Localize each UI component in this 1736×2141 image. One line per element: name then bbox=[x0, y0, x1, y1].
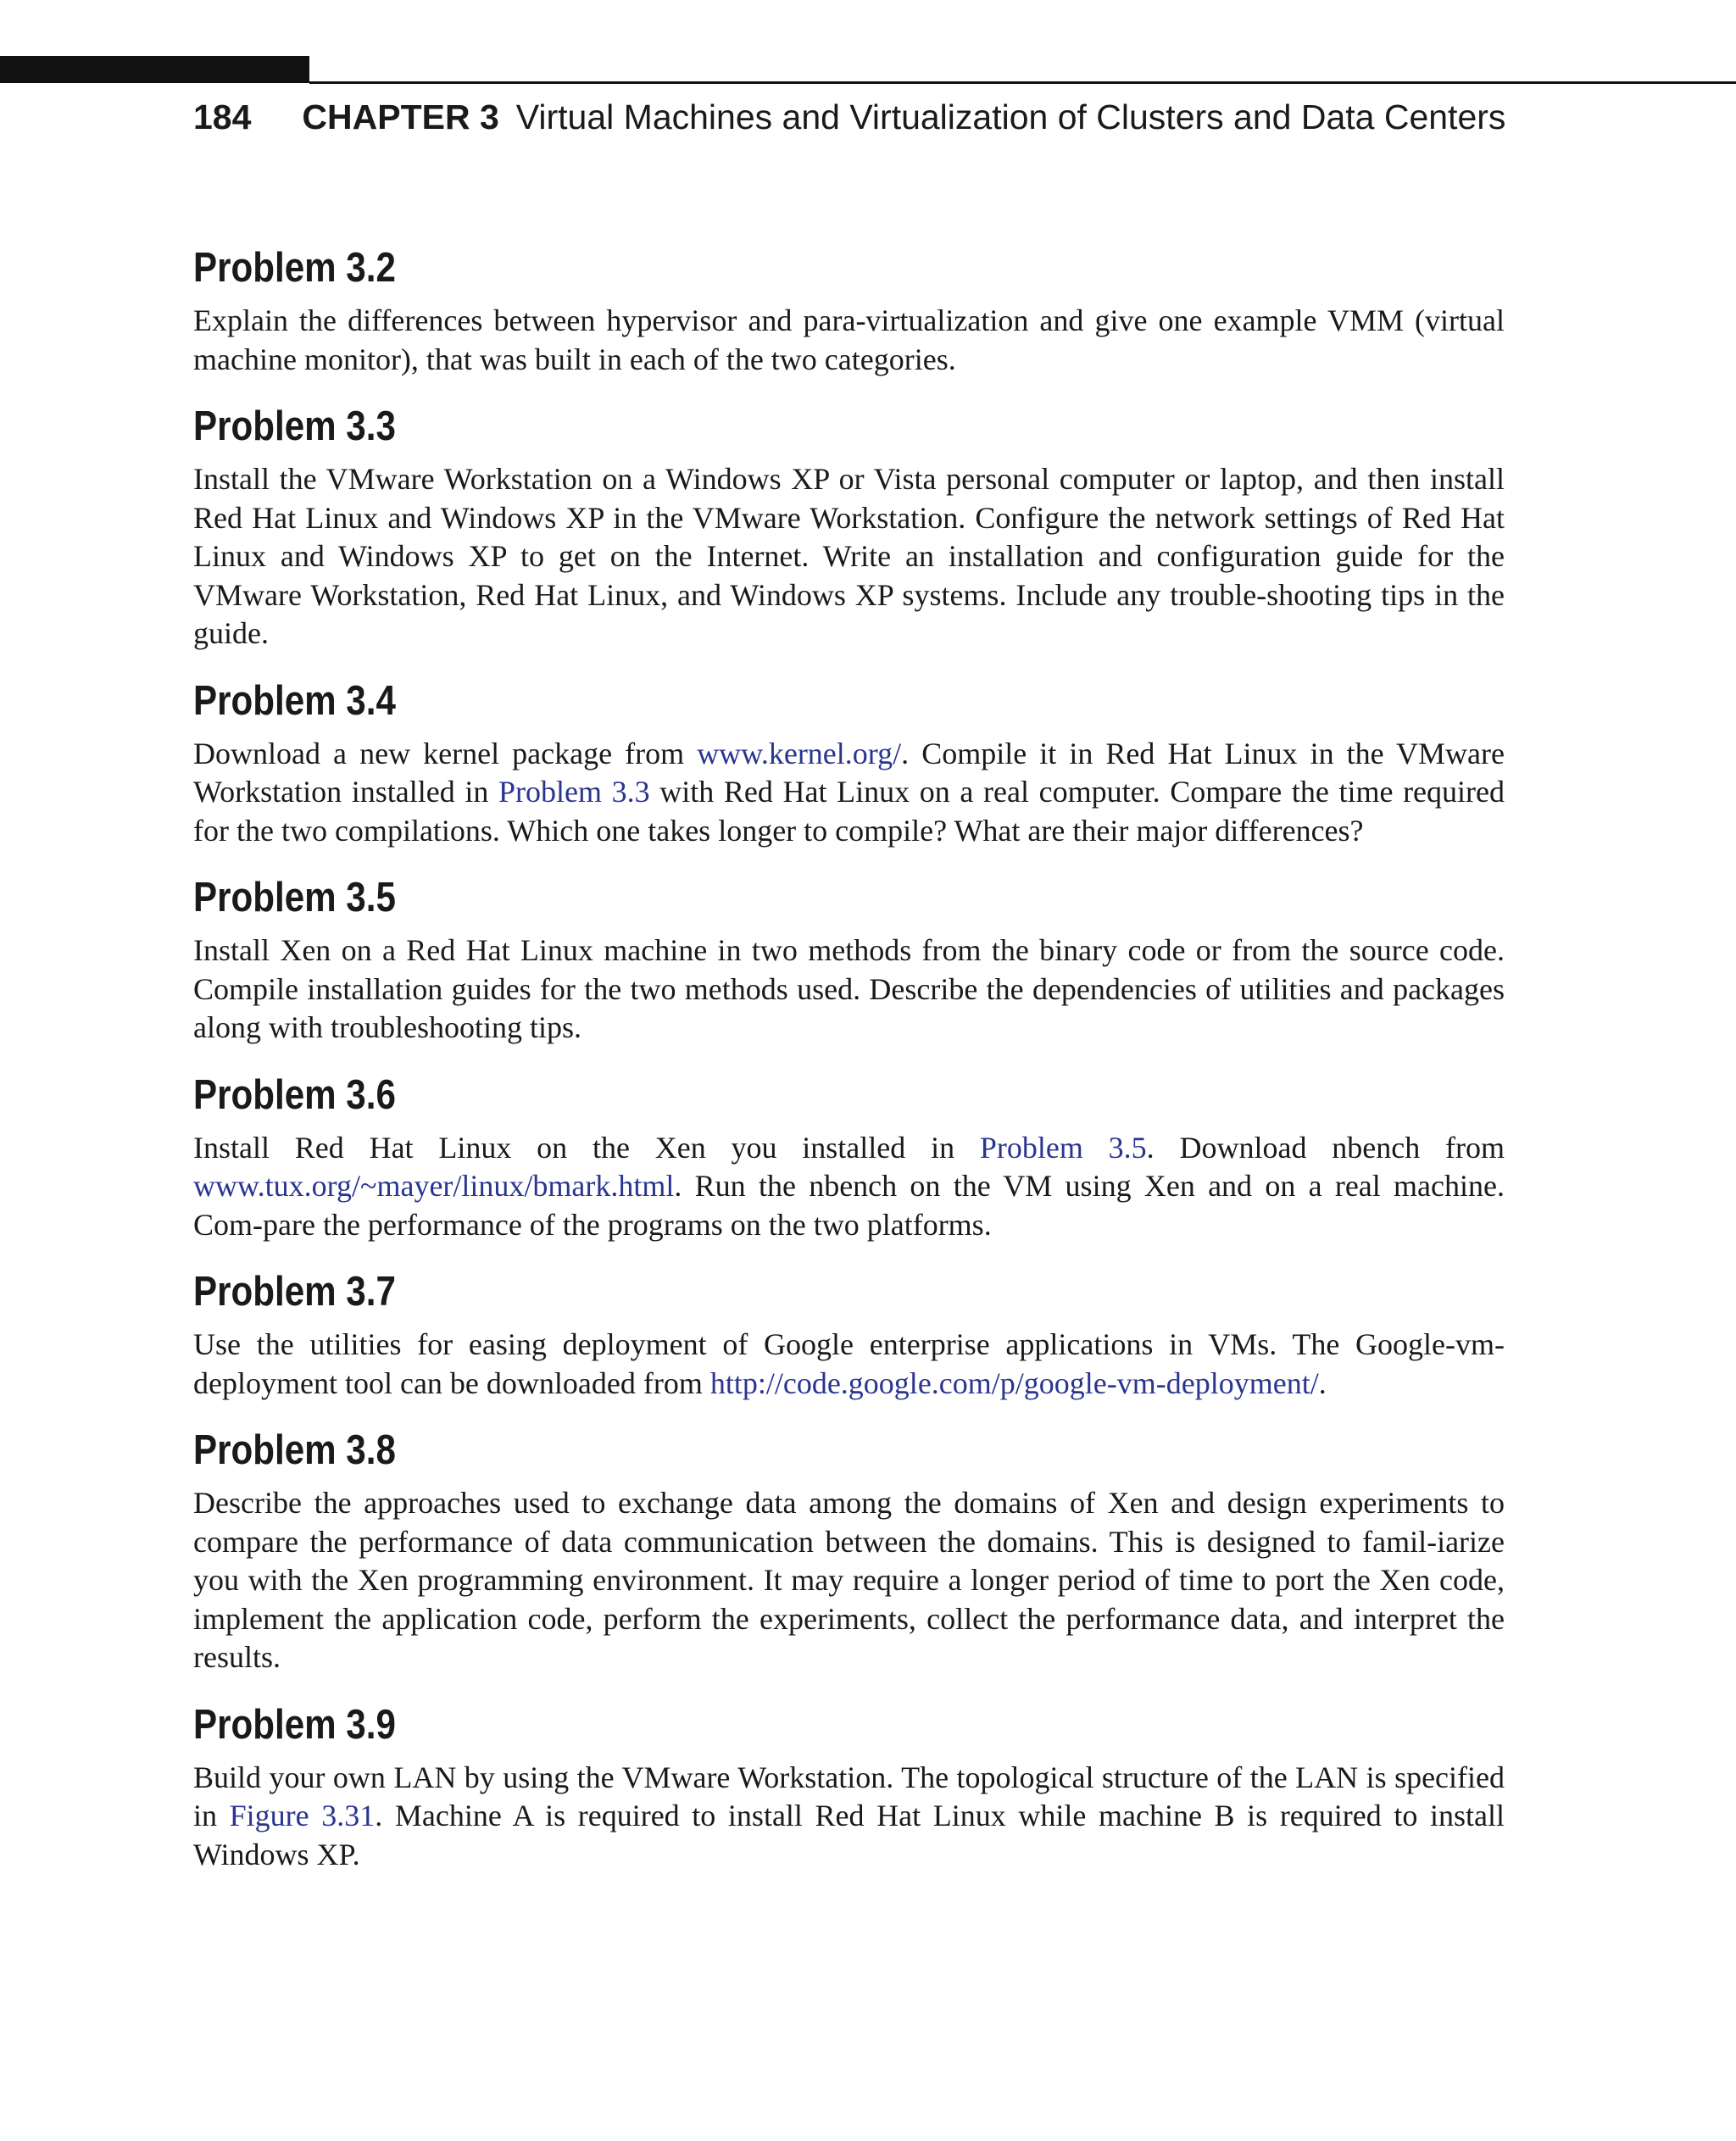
text-run: Install Red Hat Linux on the Xen you installed in bbox=[193, 1130, 980, 1165]
problem-text bbox=[193, 302, 1505, 379]
problem-3-8 bbox=[193, 1425, 1505, 1677]
problem-heading: Problem 3.3 bbox=[193, 403, 396, 449]
problem-heading: Problem 3.9 bbox=[193, 1701, 396, 1748]
problem-heading: Problem 3.5 bbox=[193, 875, 396, 920]
problem-heading: Problem 3.8 bbox=[193, 1427, 396, 1473]
header-black-bar bbox=[0, 56, 309, 83]
text-run: with Red Hat Linux on a real computer. Compare the time required for the two compilations. Which one takes longer to compile? What are their major differences? bbox=[193, 775, 1505, 848]
figure-3-31-link[interactable]: Figure 3.31 bbox=[229, 1799, 376, 1832]
kernel-org-link[interactable]: www.kernel.org/ bbox=[697, 736, 902, 770]
problem-text bbox=[193, 735, 1505, 851]
running-head bbox=[193, 92, 1505, 142]
problem-3-9 bbox=[193, 1699, 1505, 1875]
page-content bbox=[193, 242, 1505, 1896]
text-run: Install the VMware Workstation on a Windows XP or Vista personal computer or laptop, and then install Red Hat Linux and Windows XP in the VMware Workstation. Configure the network settings of Red Hat Linux and Windows XP to get on the Internet. Write an installation and configuration guide for the VMware Workstation, Red Hat Linux, and Windows XP systems. Include any trouble-shooting tips in the guide. bbox=[193, 462, 1505, 650]
text-run: . Machine A is required to install Red Hat Linux while machine B is required to install Windows XP. bbox=[193, 1799, 1505, 1871]
google-vm-deployment-link[interactable]: http://code.google.com/p/google-vm-deployment/ bbox=[709, 1365, 1319, 1400]
problem-text bbox=[193, 460, 1505, 653]
text-run: . bbox=[1318, 1365, 1327, 1400]
chapter-title: Virtual Machines and Virtualization of Clusters and Data Centers bbox=[515, 97, 1506, 136]
problem-heading: Problem 3.7 bbox=[193, 1269, 396, 1315]
problem-3-7 bbox=[193, 1266, 1505, 1403]
text-run: Explain the differences between hypervisor and para-virtualization and give one example VMM (virtual machine monitor), that was built in each of the two categories. bbox=[193, 303, 1505, 376]
problem-3-5 bbox=[193, 872, 1505, 1048]
problem-3-4 bbox=[193, 676, 1505, 851]
problem-text bbox=[193, 1129, 1505, 1245]
text-run: Install Xen on a Red Hat Linux machine in two methods from the binary code or from the source code. Compile installation guides for the two methods used. Describe the dependencies of utilities and packages along with troubleshooting tips. bbox=[193, 933, 1505, 1044]
chapter-label: CHAPTER 3 bbox=[302, 97, 499, 136]
text-run: Download a new kernel package from bbox=[193, 736, 698, 770]
problem-3-3 bbox=[193, 401, 1505, 653]
text-run: Describe the approaches used to exchange data among the domains of Xen and design experiments to compare the performance of data communication between the domains. This is designed to famil-iarize you with the Xen programming environment. It may require a longer period of time to port the Xen code, implement the application code, perform the experiments, collect the performance data, and interpret the results. bbox=[193, 1486, 1505, 1674]
problem-3-6 bbox=[193, 1070, 1505, 1245]
problem-text bbox=[193, 1759, 1505, 1875]
problem-text bbox=[193, 1326, 1505, 1403]
text-run: Build your own LAN by using the VMware Workstation. The topological structure of the LAN is specified in bbox=[193, 1760, 1505, 1832]
problem-heading: Problem 3.6 bbox=[193, 1071, 396, 1118]
problem-text bbox=[193, 931, 1505, 1048]
text-run: . Download nbench from bbox=[1146, 1130, 1505, 1165]
problem-3-3-link[interactable]: Problem 3.3 bbox=[498, 775, 650, 809]
problem-heading: Problem 3.4 bbox=[193, 677, 396, 724]
problem-heading: Problem 3.2 bbox=[193, 245, 396, 291]
problem-text bbox=[193, 1484, 1505, 1677]
nbench-link[interactable]: www.tux.org/~mayer/linux/bmark.html bbox=[193, 1169, 675, 1203]
problem-3-2 bbox=[193, 242, 1505, 379]
problem-3-5-link[interactable]: Problem 3.5 bbox=[979, 1130, 1147, 1165]
page-number: 184 bbox=[193, 97, 252, 136]
text-run: . Run the nbench on the VM using Xen and on a real machine. Com-pare the performance of the programs on the two platforms. bbox=[193, 1169, 1505, 1242]
text-run: . Compile it in Red Hat Linux in the VMware Workstation installed in bbox=[193, 736, 1505, 809]
text-run: Use the utilities for easing deployment of Google enterprise applications in VMs. The Google-vm-deployment tool can be downloaded from bbox=[193, 1327, 1505, 1400]
header-rule bbox=[309, 81, 1736, 84]
